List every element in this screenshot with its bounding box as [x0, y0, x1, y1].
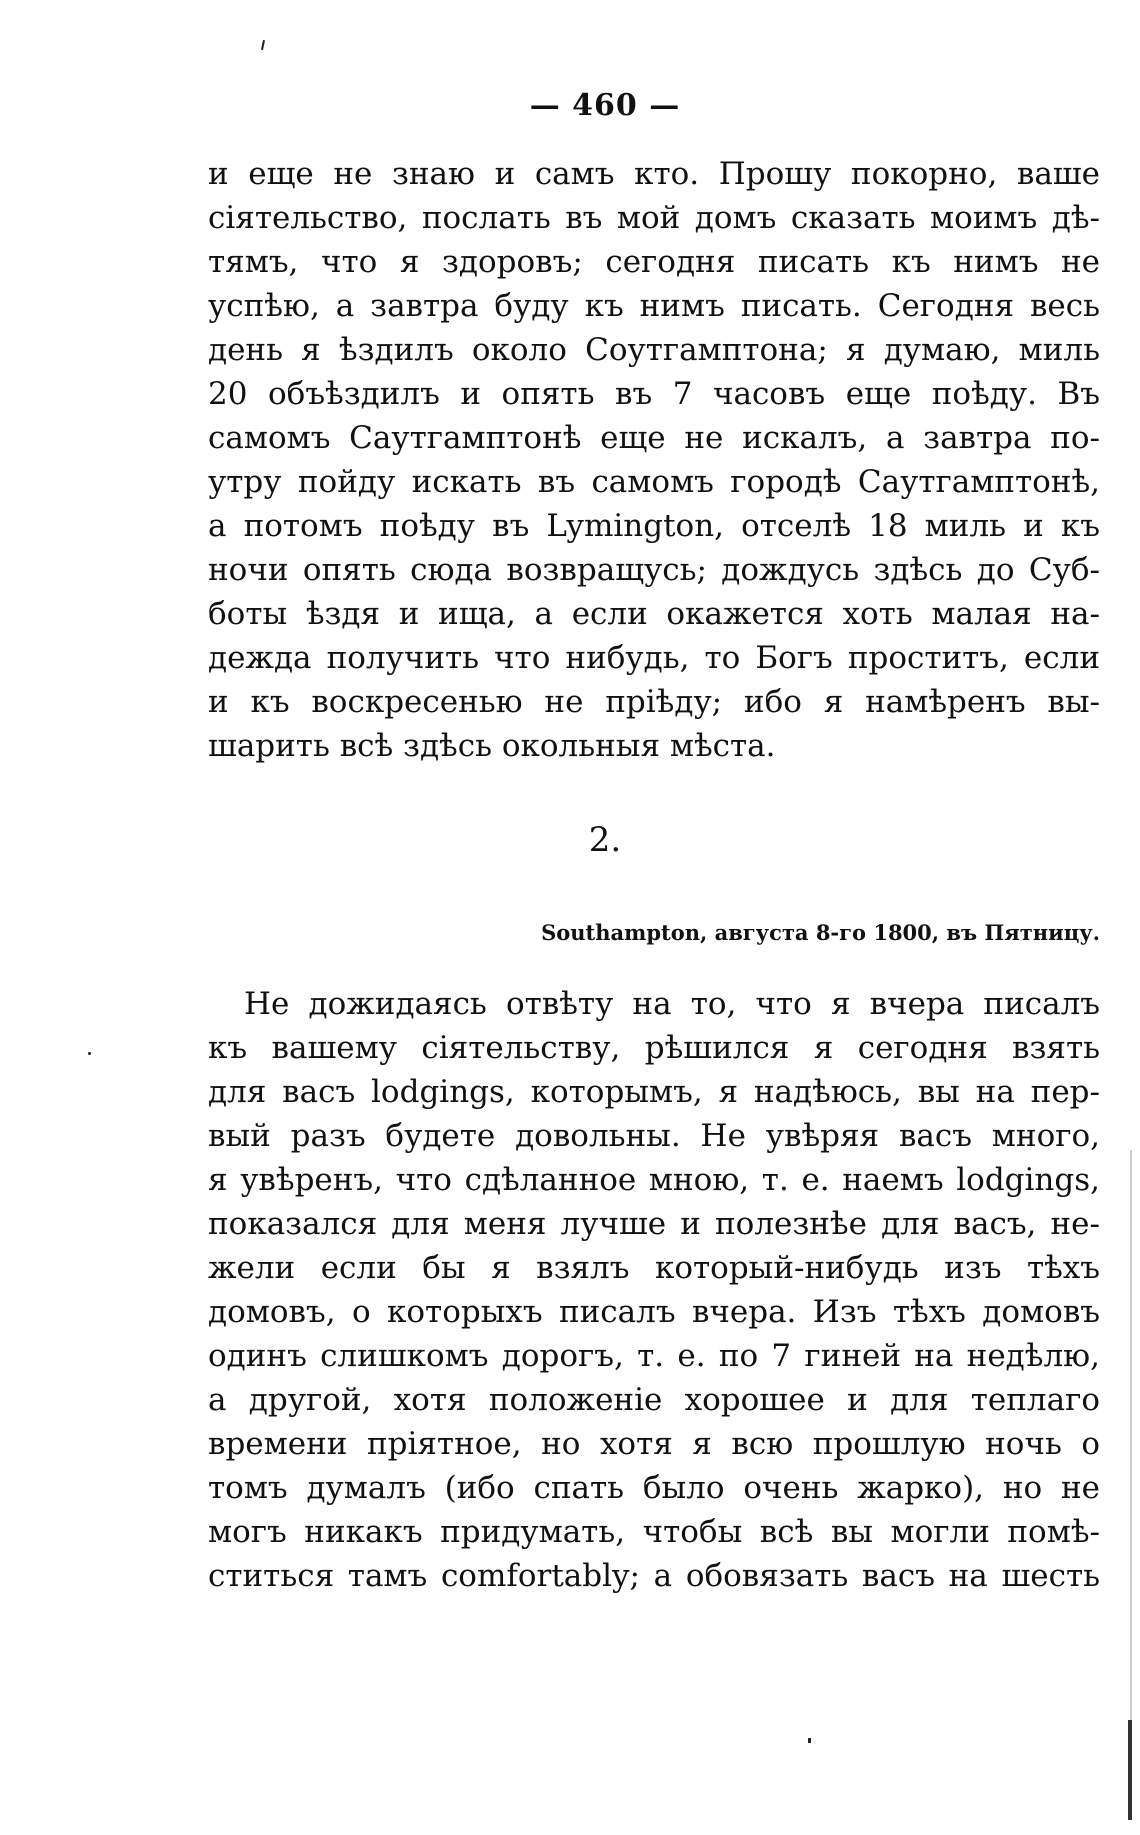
text-line: дежда получить что нибудь, то Богъ проститъ, если	[208, 640, 1100, 676]
text-line: вый разъ будете довольны. Не увѣряя васъ много,	[208, 1118, 1100, 1154]
text-line: а другой, хотя положеніе хорошее и для теплаго	[208, 1382, 1100, 1418]
text-line: ститься тамъ comfortably; а обовязать васъ на шесть	[208, 1558, 1100, 1594]
scan-edge-line	[1130, 1150, 1132, 1790]
text-line: а потомъ поѣду въ Lymington, отселѣ 18 миль и къ	[208, 508, 1100, 544]
text-line: томъ думалъ (ибо спать было очень жарко), но не	[208, 1470, 1100, 1506]
text-line: жели если бы я взялъ который-нибудь изъ тѣхъ	[208, 1250, 1100, 1286]
text-line: я увѣренъ, что сдѣланное мною, т. е. наемъ lodgings,	[208, 1162, 1100, 1198]
scan-speck	[808, 1738, 811, 1743]
text-line: времени пріятное, но хотя я всю прошлую ночь о	[208, 1426, 1100, 1462]
text-line: самомъ Саутгамптонѣ еще не искалъ, а завтра по-	[208, 420, 1100, 456]
text-line: день я ѣздилъ около Соутгамптона; я думаю, миль	[208, 332, 1100, 368]
text-line: Не дожидаясь отвѣту на то, что я вчера писалъ	[244, 986, 1100, 1022]
text-line: ночи опять сюда возвращусь; дождусь здѣсь до Суб-	[208, 552, 1100, 588]
text-line: могъ никакъ придумать, чтобы всѣ вы могли помѣ-	[208, 1514, 1100, 1550]
text-line: и еще не знаю и самъ кто. Прошу покорно, ваше	[208, 156, 1100, 192]
text-line: домовъ, о которыхъ писалъ вчера. Изъ тѣхъ домовъ	[208, 1294, 1100, 1330]
text-line: къ вашему сіятельству, рѣшился я сегодня взять	[208, 1030, 1100, 1066]
text-line: шарить всѣ здѣсь окольныя мѣста.	[208, 728, 776, 764]
section-number: 2.	[588, 820, 622, 860]
letter-1-text	[208, 152, 1100, 768]
scan-speck	[88, 1052, 91, 1055]
scan-edge-mark	[1128, 1720, 1132, 1820]
text-line: и къ воскресенью не пріѣду; ибо я намѣренъ вы-	[208, 684, 1100, 720]
text-line: боты ѣздя и ища, а если окажется хоть малая на-	[208, 596, 1100, 632]
text-line: сіятельство, послать въ мой домъ сказать моимъ дѣ-	[208, 200, 1100, 236]
text-line: одинъ слишкомъ дорогъ, т. е. по 7 гиней на недѣлю,	[208, 1338, 1100, 1374]
text-line: утру пойду искать въ самомъ городѣ Саутгамптонѣ,	[208, 464, 1100, 500]
text-line: для васъ lodgings, которымъ, я надѣюсь, вы на пер-	[208, 1074, 1100, 1110]
text-line: показался для меня лучше и полезнѣе для васъ, не-	[208, 1206, 1100, 1242]
scan-speck	[261, 40, 265, 50]
text-line: 20 объѣздилъ и опять въ 7 часовъ еще поѣду. Въ	[208, 376, 1100, 412]
letter-dateline: Southampton, августа 8-го 1800, въ Пятницу.	[541, 920, 1100, 945]
text-line: успѣю, а завтра буду къ нимъ писать. Сегодня весь	[208, 288, 1100, 324]
page-number: — 460 —	[529, 88, 681, 123]
text-line: тямъ, что я здоровъ; сегодня писать къ нимъ не	[208, 244, 1100, 280]
letter-2-text	[208, 982, 1100, 1598]
